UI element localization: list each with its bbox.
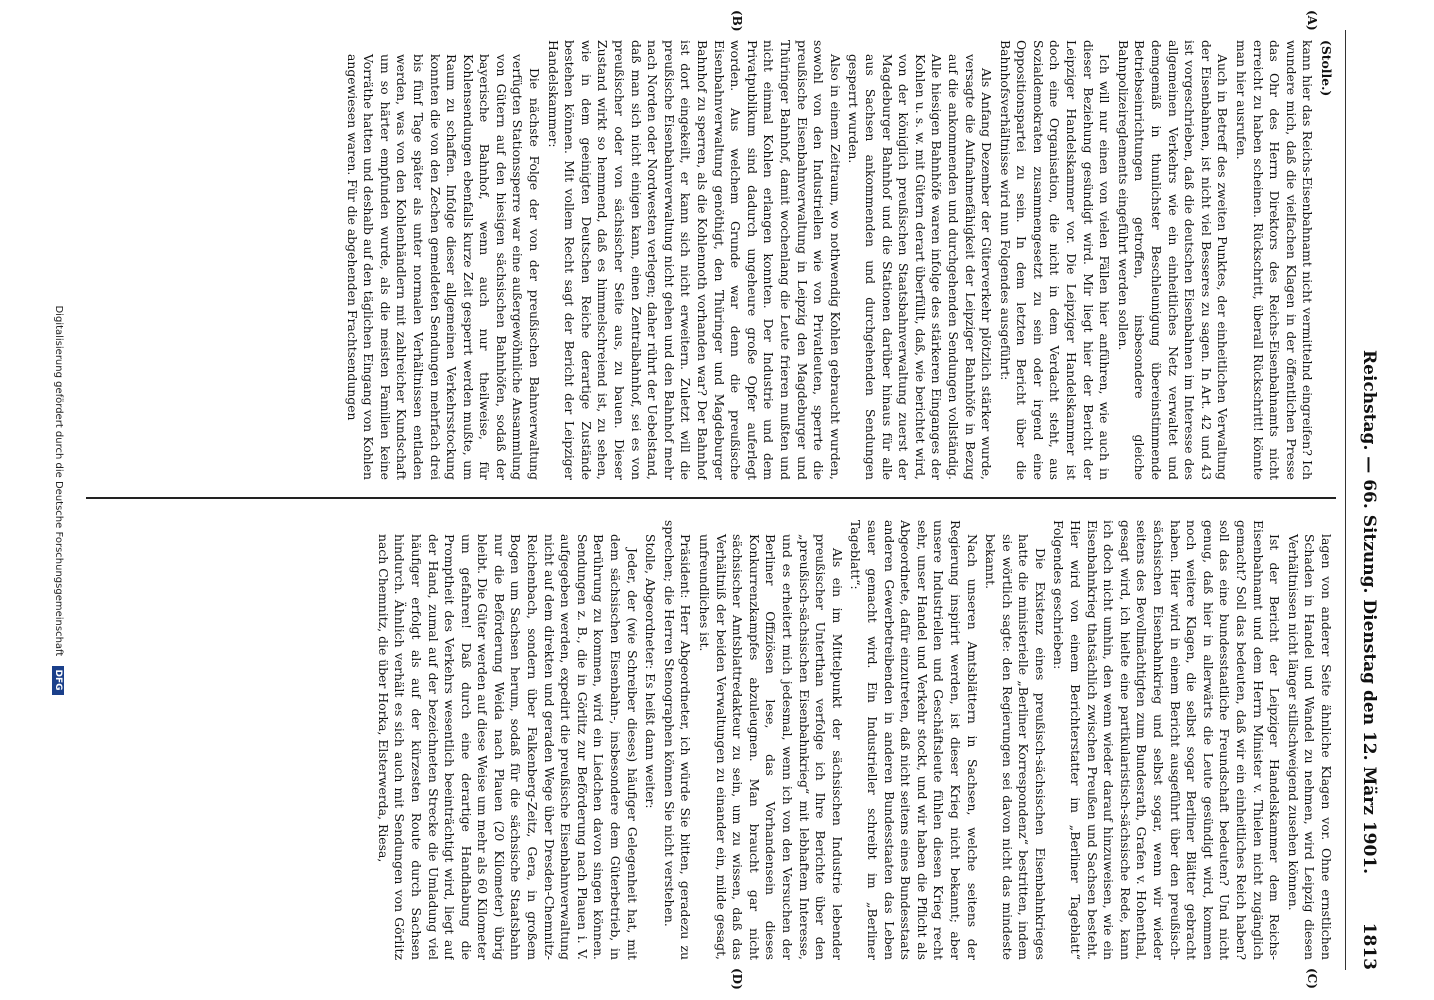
paragraph: kann hier das Reichs-Eisenbahnamt nicht vermittelnd eingreifen? Ich wundere mich, daß die vielfachen Klagen in der öffentlichen Presse das Ohr des Herrn Direktors des Reichs-Eisenbahnamts nicht erreicht zu haben scheinen. Rückschritt, überall Rückschritt! könnte man hier ausrufen. bbox=[1234, 40, 1316, 480]
margin-marker-c: (C) bbox=[1305, 968, 1319, 989]
paragraph: Ist der Bericht der Leipziger Handelskammer dem Reichs-Eisenbahnamt und dem Herrn Minister v. Thielen nicht zugänglich gemacht? Soll das bedeuten, daß wir ein einheitliches Reich haben? soll das eine bundesstaatliche Freundschaft bedeuten? Und nicht genug, daß hier in allerwärts die Leute gesündigt wird, kommen noch weitere Klagen, die selbst sogar Berliner Blätter gebracht haben. Hier wird in einem Bericht ausgeführt über den preußisch-sächsischen Eisenbahnkrieg und selbst sogar, wenn wir wieder seitens des Bevollmächtigten zum Bundesrath, Grafen v. Hohenthal, gesagt wird, ich hielte eine partikularistisch-sächsische Rede, kann ich doch nicht umhin, den wenn wieder darauf hinzuweisen, wie ein Eisenbahnkrieg thatsächlich zwischen Preußen und Sachsen besteht. Hier wird von einem Berichterstatter im „Berliner Tageblatt“ Folgendes geschrieben: bbox=[1051, 520, 1283, 960]
page-title: Reichstag. — 66. Sitzung. Dienstag den 12. März 1901. bbox=[1359, 350, 1379, 875]
margin-marker-a: (A) bbox=[1305, 10, 1319, 31]
president-remark: Präsident: Herr Abgeordneter, ich würde Sie bitten, geradezu zu sprechen; die Herren Stenographen können Sie nicht verstehen. bbox=[661, 520, 694, 960]
right-column bbox=[84, 520, 1334, 960]
digitization-credit: Digitalisierung gefördert durch die Deutsche Forschungsgemeinschaft DFG bbox=[34, 0, 64, 1000]
left-column bbox=[84, 40, 1334, 480]
page-number: 1813 bbox=[1359, 922, 1379, 970]
dfg-logo-icon: DFG bbox=[52, 666, 64, 695]
quote-paragraph: Als Anfang Dezember der Güterverkehr plötzlich stärker wurde, versagte die Aufnahmefähigkeit der Leipziger Bahnhöfe in Bezug auf die ankommenden und durchgehenden Sendungen vollständig. Alle hiesigen Bahnhöfe waren infolge des stärkeren Einganges der Kohlen u. s. w. mit Gütern derart überfüllt, daß, wie berichtet wird, von der königlich preußischen Staatsbahnverwaltung zuerst der Magdeburger Bahnhof und die Stationen darüber hinaus für alle aus Sachsen ankommenden und durchgehenden Sendungen gesperrt wurden. bbox=[846, 54, 995, 480]
margin-marker-b: (B) bbox=[730, 10, 744, 32]
speaker-tag: (Stolle.) bbox=[1319, 40, 1334, 97]
header-rule bbox=[1345, 30, 1346, 970]
paragraph: Nach unseren Amtsblättern in Sachsen, welche seitens der Regierung inspirirt werden, ist dieser Krieg nicht bekannt; aber unsere Industriellen und Geschäftsleute fühlen diesen Krieg recht sehr, unser Handel und Verkehr stockt, und wir haben die Pflicht als Abgeordnete, dafür einzutreten, daß nicht seitens eines Bundesstaats anderen Gewerbetreibenden in anderen Bundesstaaten das Leben sauer gemacht wird. Ein Industrieller schreibt im „Berliner Tageblatt“: bbox=[848, 520, 980, 960]
page-header bbox=[1349, 30, 1379, 970]
paragraph: Ich will nur einen von vielen Fällen hier anführen, wie auch in dieser Beziehung gesündigt wird. Mir liegt hier der Bericht der Leipziger Handelskammer vor. Die Leipziger Handelskammer ist doch eine Organisation, die nicht in dem Verdacht steht, aus Sozialdemokraten zusammengesetzt zu sein oder irgend eine Oppositionspartei zu sein. In dem letzten Bericht über die Bahnhofsverhältnisse wird nun Folgendes ausgeführt: bbox=[997, 40, 1113, 480]
quote-paragraph: Als ein im Mittelpunkt der sächsischen Industrie lebender preußischer Unterthan verfolge ich Ihre Berichte über den „preußisch-sächsischen Eisenbahnkrieg“ mit lebhaftem Interesse, und es erheitert mich jedesmal, wenn ich von den Versuchen der Berliner Offiziösen lese, das Vorhandensein dieses Konkurrenzkampfes abzuleugnen. Man braucht gar nicht sächsischer Amtsblattredakteur zu sein, um zu wissen, daß das Verhältniß der beiden Verwaltungen zu einander ein, milde gesagt, unfreundliches ist. bbox=[697, 534, 845, 960]
paragraph: Auch in Betreff des zweiten Punktes, der einheitlichen Verwaltung der Eisenbahnen, ist nicht viel Besseres zu sagen. In Art. 42 und 43 ist vorgeschrieben, daß die deutschen Eisenbahnen im Interesse des allgemeinen Verkehrs wie ein einheitliches Netz verwaltet und demgemäß in thunlichster Beschleunigung übereinstimmende Betriebseinrichtungen getroffen, insbesondere gleiche Bahnpolizeireglements eingeführt werden sollen. bbox=[1115, 40, 1231, 480]
speaker-remark: Stolle, Abgeordneter: Es heißt dann weiter: bbox=[643, 534, 659, 809]
paragraph: Also in einem Zeitraum, wo nothwendig Kohlen gebraucht wurden, sowohl von den Industriellen wie von Privatleuten, sperrte die preußische Eisenbahnverwaltung in Leipzig den Magdeburger und Thüringer Bahnhof, damit wochenlang die Leute frieren mußten und nicht einmal Kohlen erlangen konnten. Der Industrie und dem Privatpublikum sind dadurch ungeheure große Opfer auferlegt worden. Aus welchem Grunde war denn die preußische Eisenbahnverwaltung genöthigt, den Thüringer und Magdeburger Bahnhof zu sperren, als die Kohlennoth vorhanden war? Der Bahnhof ist dort eingekeilt, er kann sich nicht erweitern. Zuletzt will die preußische Eisenbahnverwaltung nicht gehen und den Bahnhof mehr nach Norden oder Nordwesten verlegen; daher rührt der Uebelstand, daß man sich nicht einigen kann, einen Zentralbahnhof, sei es von preußischer oder von sächsischer Seite aus, zu bauen. Dieser Zustand wirkt so hemmend, daß es himmelschreiend ist, zu sehen, wie in dem geeinigten Deutschen Reiche derartige Zustände bestehen können. Mit vollem Recht sagt der Bericht der Leipziger Handelskammer: bbox=[545, 40, 843, 480]
column-divider bbox=[86, 497, 1336, 499]
margin-marker-d: (D) bbox=[730, 968, 744, 990]
quote-paragraph: Die nächste Folge der von der preußischen Bahnverwaltung verfügten Stationssperre war eine außergewöhnliche Ansammlung von Gütern auf den hiesigen sächsischen Bahnhöfen, sodaß der bayerische Bahnhof, wenn auch nur theilweise, für Kohlensendungen ebenfalls kurze Zeit gesperrt werden mußte, um Raum zu schaffen. Infolge dieser allgemeinen Verkehrsstockung konnten die von den Zechen gemeldeten Sendungen mehrfach drei bis fünf Tage später als unter normalen Verhältnissen entladen werden, was von den Kohlenhändlern mit zahlreicher Kundschaft um so härter empfunden wurde, als die meisten Familien keine Vorräthe hatten und deshalb auf den täglichen Eingang von Kohlen angewiesen waren. Für die abgehenden Frachtsendungen bbox=[344, 54, 543, 480]
quote-paragraph: Jeder, der (wie Schreiber dieses) häufiger Gelegenheit hat, mit dem sächsischen Eisenbahn-, insbesondere dem Güterbetrieb, in Berührung zu kommen, wird ein Liedchen davon singen können. Sendungen z. B., die in Görlitz zur Beförderung nach Plauen i. V. aufgegeben werden, expedirt die preußische Eisenbahnverwaltung nicht auf dem direkten und geraden Wege über Dresden-Chemnitz-Reichenbach, sondern über Falkenberg-Zeitz, Gera, in großem Bogen um Sachsen herum, sodaß für die sächsische Staatsbahn nur die Beförderung Weida nach Plauen (20 Kilometer) übrig bleibt. Die Güter werden auf diese Weise um mehr als 60 Kilometer um gefahren! Daß durch eine derartige Handhabung die Promptheit des Verkehrs wesentlich beeinträchtigt wird, liegt auf der Hand, zumal auf der bezeichneten Strecke die Umladung viel häufiger erfolgt als auf der kürzesten Route durch Sachsen hindurch. Ähnlich verhält es sich auch mit Sendungen von Görlitz nach Chemnitz, die über Horka, Elsterwerda, Riesa, bbox=[375, 534, 640, 960]
quote-paragraph: lagen von anderer Seite ähnliche Klagen vor. Ohne ernstlichen Schaden in Handel und Wandel zu nehmen, wird Leipzig diesen Verhältnissen nicht länger stillschweigend zusehen können. bbox=[1285, 534, 1334, 960]
quote-paragraph: Die Existenz eines preußisch-sächsischen Eisenbahnkrieges hatte die ministerielle „Berliner Korrespondenz“ bestritten, indem sie wörtlich sagte: den Regierungen sei davon nicht das mindeste bekannt. bbox=[983, 534, 1048, 960]
